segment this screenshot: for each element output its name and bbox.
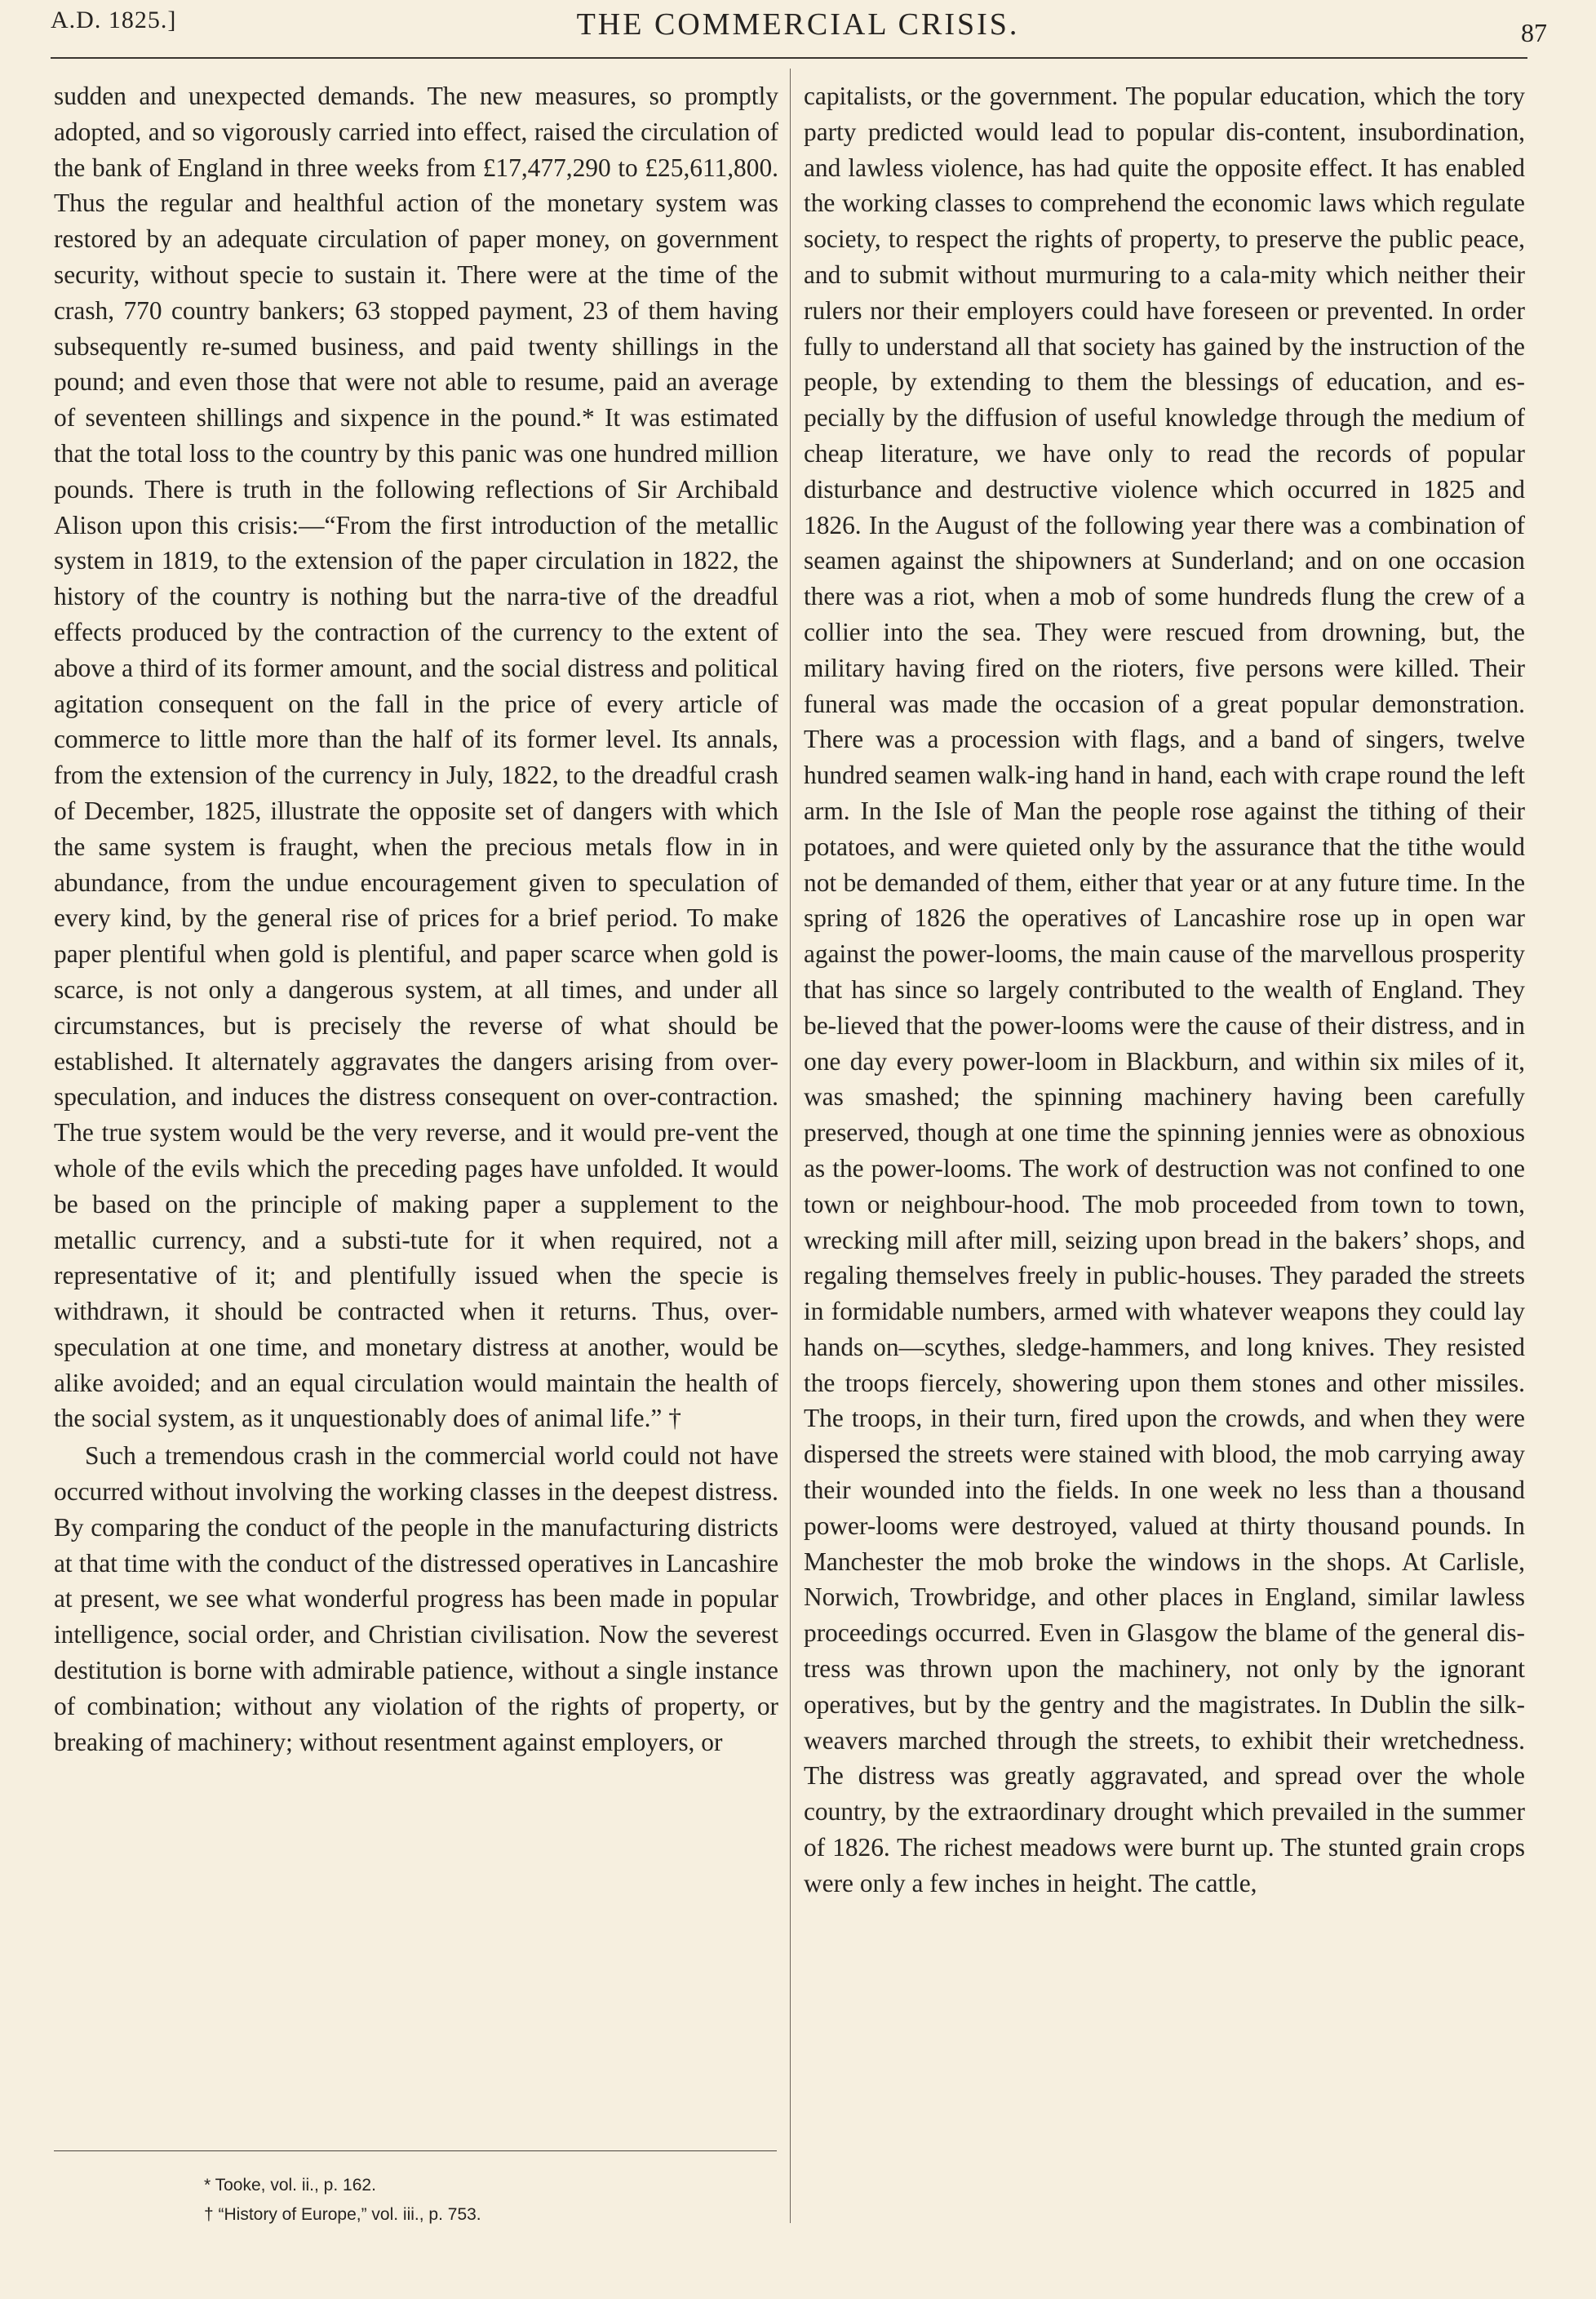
- right-column: [804, 78, 1525, 1902]
- column-divider: [790, 69, 791, 2223]
- running-header: [0, 0, 1596, 62]
- footnote-rule: [54, 2150, 777, 2151]
- footnotes: [204, 2171, 775, 2230]
- left-column: [54, 78, 778, 1760]
- footnote: * Tooke, vol. ii., p. 162.: [204, 2176, 376, 2195]
- page-title: THE COMMERCIAL CRISIS.: [576, 7, 1020, 42]
- header-date: A.D. 1825.]: [51, 7, 177, 33]
- footnote: † “History of Europe,” vol. iii., p. 753.: [204, 2205, 481, 2224]
- page-number: 87: [1521, 18, 1547, 47]
- paragraph-continued: sudden and unexpected demands. The new measures, so promptly adopted, and so vigorously carried into effect, raised the circulation of the bank of England in three weeks from £17,477,290 to £25,611,800. Thus the regular and healthful action of the monetary system was restored by an adequate circulation of paper money, on government security, without specie to sustain it. There were at the time of the crash, 770 country bankers; 63 stopped payment, 23 of them having subsequently re-sumed business, and paid twenty shillings in the pound; and even those that were not able to resume, paid an average of seventeen shillings and sixpence in the pound.* It was estimated that the total loss to the country by this panic was one hundred million pounds. There is truth in the following reflections of Sir Archibald Alison upon this crisis:—“From the first introduction of the metallic system in 1819, to the extension of the paper circulation in 1822, the history of the country is nothing but the narra-tive of the dreadful effects produced by the contraction of the currency to the extent of above a third of its former amount, and the social distress and political agitation consequent on the fall in the price of every article of commerce to little more than the half of its former level. Its annals, from the extension of the currency in July, 1822, to the dreadful crash of December, 1825, illustrate the opposite set of dangers with which the same system is fraught, when the precious metals flow in in abundance, from the undue encouragement given to speculation of every kind, by the general rise of prices for a brief period. To make paper plentiful when gold is plentiful, and paper scarce when gold is scarce, is not only a dangerous system, at all times, and under all circumstances, but is precisely the reverse of what should be established. It alternately aggravates the dangers arising from over-speculation, and induces the distress consequent on over-contraction. The true system would be the very reverse, and it would pre-vent the whole of the evils which the preceding pages have unfolded. It would be based on the principle of making paper a supplement to the metallic currency, and a substi-tute for it when required, not a representative of it; and plentifully issued when the specie is withdrawn, it should be contracted when it returns. Thus, over-speculation at one time, and monetary distress at another, would be alike avoided; and an equal circulation would maintain the health of the social system, as it unquestionably does of animal life.” †: [54, 82, 778, 1433]
- paragraph-continued: capitalists, or the government. The popular education, which the tory party predicted would lead to popular dis-content, insubordination, and lawless violence, has had quite the opposite effect. It has enabled the working classes to comprehend the economic laws which regulate society, to respect the rights of property, to preserve the public peace, and to submit without murmuring to a cala-mity which neither their rulers nor their employers could have foreseen or prevented. In order fully to understand all that society has gained by the instruction of the people, by extending to them the blessings of education, and es-pecially by the diffusion of useful knowledge through the medium of cheap literature, we have only to read the records of popular disturbance and destructive violence which occurred in 1825 and 1826. In the August of the following year there was a combination of seamen against the shipowners at Sunderland; and on one occasion there was a riot, when a mob of some hundreds flung the crew of a collier into the sea. They were rescued from drowning, but, the military having fired on the rioters, five persons were killed. Their funeral was made the occasion of a great popular demonstration. There was a procession with flags, and a band of singers, twelve hundred seamen walk-ing hand in hand, each with crape round the left arm. In the Isle of Man the people rose against the tithing of their potatoes, and were quieted only by the assurance that the tithe would not be demanded of them, either that year or at any future time. In the spring of 1826 the operatives of Lancashire rose up in open war against the power-looms, the main cause of the marvellous prosperity that has since so largely contributed to the wealth of England. They be-lieved that the power-looms were the cause of their distress, and in one day every power-loom in Blackburn, and within six miles of it, was smashed; the spinning machinery having been carefully preserved, though at one time the spinning jennies were as obnoxious as the power-looms. The work of destruction was not confined to one town or neighbour-hood. The mob proceeded from town to town, wrecking mill after mill, seizing upon bread in the bakers’ shops, and regaling themselves freely in public-houses. They paraded the streets in formidable numbers, armed with whatever weapons they could lay hands on—scythes, sledge-hammers, and long knives. They resisted the troops fiercely, showering upon them stones and other missiles. The troops, in their turn, fired upon the crowds, and when they were dispersed the streets were stained with blood, the mob carrying away their wounded into the fields. In one week no less than a thousand power-looms were destroyed, valued at thirty thousand pounds. In Manchester the mob broke the windows in the shops. At Carlisle, Norwich, Trowbridge, and other places in England, similar lawless proceedings occurred. Even in Glasgow the blame of the general dis-tress was thrown upon the machinery, not only by the ignorant operatives, but by the gentry and the magistrates. In Dublin the silk-weavers marched through the streets, to exhibit their wretchedness. The distress was greatly aggravated, and spread over the whole country, by the extraordinary drought which prevailed in the summer of 1826. The richest meadows were burnt up. The stunted grain crops were only a few inches in height. The cattle,: [804, 82, 1525, 1897]
- paragraph: Such a tremendous crash in the commercial world could not have occurred without involving the working classes in the deepest distress. By comparing the conduct of the people in the manufacturing districts at that time with the conduct of the distressed operatives in Lancashire at present, we see what wonderful progress has been made in popular intelligence, social order, and Christian civilisation. Now the severest destitution is borne with admirable patience, without a single instance of combination; without any violation of the rights of property, or breaking of machinery; without resentment against employers, or: [54, 1441, 778, 1756]
- header-rule: [51, 57, 1527, 59]
